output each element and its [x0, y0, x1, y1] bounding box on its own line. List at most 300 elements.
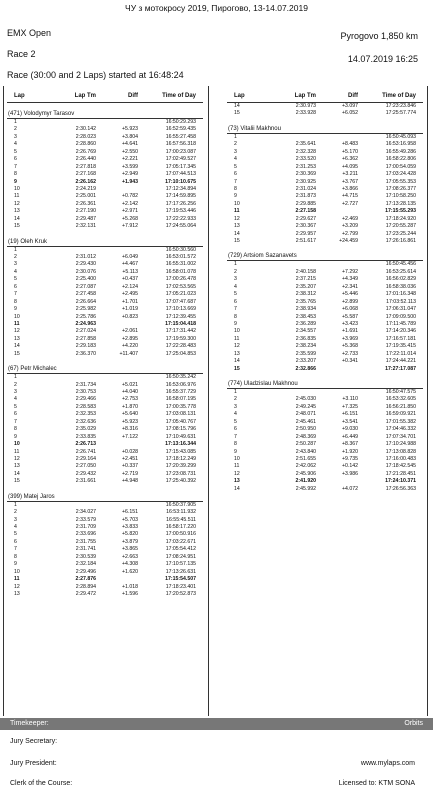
- lap-diff: +3.866: [341, 185, 358, 192]
- time-of-day: 16:58:22.806: [385, 156, 416, 163]
- lap-time: 2:29.472: [75, 590, 96, 597]
- lap-row: [227, 149, 423, 156]
- lap-time: 2:33.207: [295, 358, 316, 365]
- lap-diff: +7.292: [341, 268, 358, 275]
- lap-diff: +1.018: [121, 583, 138, 590]
- lap-row: [7, 426, 203, 433]
- lap-number: 10: [234, 200, 240, 207]
- race-name: Race 2: [7, 49, 36, 59]
- lap-row: [7, 284, 203, 291]
- lap-time: 2:33.579: [75, 516, 96, 523]
- time-of-day: 17:10:10.675: [165, 178, 196, 185]
- lap-row: [7, 554, 203, 561]
- lap-row: [227, 328, 423, 335]
- lap-diff: +1.019: [121, 306, 138, 313]
- lap-number: 9: [14, 433, 17, 440]
- header-tod: Time of Day: [382, 93, 416, 99]
- header-diff: Diff: [128, 93, 138, 99]
- lap-number: 11: [234, 463, 240, 470]
- lap-time: 2:33.928: [295, 110, 316, 117]
- lap-time: 2:27.818: [75, 163, 96, 170]
- header-tod: Time of Day: [162, 93, 196, 99]
- lap-number: 7: [14, 291, 17, 298]
- lap-number: 1: [14, 119, 17, 125]
- lap-number: 11: [14, 193, 20, 200]
- time-of-day: 17:10:13.669: [165, 306, 196, 313]
- lap-diff: +4.040: [121, 389, 138, 395]
- lap-time: 2:26.440: [75, 156, 96, 163]
- time-of-day: 17:24:55.064: [165, 223, 196, 230]
- lap-diff: +2.451: [121, 455, 138, 462]
- lap-number: 5: [234, 291, 237, 298]
- lap-time: 2:27.087: [75, 283, 96, 290]
- lap-time: 2:35.207: [295, 283, 316, 290]
- lap-number: 14: [14, 470, 20, 477]
- time-of-day: 16:50:45.456: [385, 261, 416, 268]
- lap-time: 2:50.950: [295, 426, 316, 433]
- time-of-day: 16:53:25.614: [385, 268, 416, 275]
- lap-diff: +1.701: [121, 298, 138, 305]
- lap-time: 2:25.400: [75, 276, 96, 283]
- lap-row: [227, 186, 423, 193]
- lap-diff: +5.368: [341, 343, 358, 350]
- lap-row: [7, 134, 203, 141]
- lap-number: 4: [234, 283, 237, 290]
- lap-number: 13: [14, 335, 20, 342]
- lap-number: 2: [14, 126, 17, 133]
- lap-row: [7, 336, 203, 343]
- lap-row: [7, 141, 203, 148]
- time-of-day: 17:07:47.687: [165, 298, 196, 305]
- lap-diff: +2.341: [341, 283, 358, 290]
- time-of-day: 17:25:57.774: [385, 110, 416, 117]
- lap-diff: +7.912: [121, 223, 138, 230]
- lap-time: 2:31.253: [295, 163, 316, 170]
- lap-time: 2:32.353: [75, 411, 96, 418]
- lap-row: [7, 201, 203, 208]
- lap-diff: +2.719: [121, 470, 138, 477]
- lap-diff: +6.449: [341, 433, 358, 440]
- lap-number: 10: [14, 441, 20, 448]
- lap-row: [227, 269, 423, 276]
- lap-number: 8: [234, 313, 237, 320]
- lap-row: [7, 509, 203, 516]
- lap-diff: +6.052: [341, 110, 358, 117]
- left-border: [3, 86, 4, 716]
- time-of-day: 16:50:45.093: [385, 133, 416, 140]
- lap-time: 2:29.432: [75, 470, 96, 477]
- lap-diff: +9.030: [341, 426, 358, 433]
- lap-number: 12: [14, 583, 20, 590]
- lap-time: 2:31.024: [295, 185, 316, 192]
- lap-number: 8: [234, 441, 237, 448]
- lap-row: [7, 223, 203, 230]
- lap-number: 14: [234, 103, 240, 109]
- lap-row: [7, 546, 203, 553]
- lap-time: 2:27.876: [75, 576, 96, 583]
- time-of-day: 17:15:54.507: [165, 576, 196, 583]
- time-of-day: 17:23:23.846: [385, 103, 416, 109]
- time-of-day: 17:16:57.181: [385, 335, 416, 342]
- time-of-day: 17:13:26.631: [165, 568, 196, 575]
- lap-row: [227, 223, 423, 230]
- lap-number: 5: [14, 276, 17, 283]
- lap-diff: +2.124: [121, 283, 138, 290]
- lap-diff: +5.170: [341, 148, 358, 155]
- time-of-day: 17:03:24.428: [385, 171, 416, 178]
- lap-time: 2:33.520: [295, 156, 316, 163]
- lap-row: [7, 524, 203, 531]
- lap-diff: +0.341: [341, 358, 358, 365]
- lap-number: 5: [14, 531, 17, 538]
- time-of-day: 16:59:09.921: [385, 411, 416, 418]
- lap-diff: +8.483: [341, 141, 358, 148]
- lap-diff: +4.095: [341, 163, 358, 170]
- time-of-day: 17:05:17.345: [165, 163, 196, 170]
- lap-time: 2:51.617: [295, 238, 316, 244]
- lap-number: 12: [234, 343, 240, 350]
- lap-row: [7, 254, 203, 261]
- lap-row: [7, 569, 203, 576]
- lap-diff: [96, 441, 138, 448]
- lap-diff: +5.923: [121, 126, 138, 133]
- time-of-day: 17:15:43.085: [165, 448, 196, 455]
- time-of-day: 17:10:57.135: [165, 561, 196, 568]
- time-of-day: 17:00:23.087: [165, 148, 196, 155]
- lap-row: [7, 193, 203, 200]
- lap-row: [7, 531, 203, 538]
- time-of-day: 17:22:28.483: [165, 343, 196, 350]
- lap-row: [227, 351, 423, 358]
- lap-row: [7, 389, 203, 396]
- lap-time: 2:36.289: [295, 320, 316, 327]
- lap-number: 12: [234, 470, 240, 477]
- time-of-day: 17:08:24.951: [165, 553, 196, 560]
- lap-number: 6: [234, 171, 237, 178]
- lap-row: [7, 126, 203, 133]
- lap-number: 8: [14, 426, 17, 433]
- license-text: Licensed to: KTM SONA: [338, 780, 415, 787]
- lap-diff: [316, 366, 358, 373]
- right-border: [427, 86, 428, 716]
- lap-row: [7, 449, 203, 456]
- lap-row: [7, 456, 203, 463]
- lap-diff: +2.949: [121, 171, 138, 178]
- time-of-day: 17:24:10.371: [385, 478, 416, 485]
- lap-time: 2:35.765: [295, 298, 316, 305]
- lap-diff: +6.068: [341, 306, 358, 313]
- lap-row: [227, 419, 423, 426]
- lap-diff: +4.308: [121, 561, 138, 568]
- time-of-day: 17:00:54.059: [385, 163, 416, 170]
- time-of-day: 17:05:40.767: [165, 418, 196, 425]
- lap-diff: [316, 208, 358, 215]
- lap-time: 2:26.713: [75, 441, 96, 448]
- lap-row: [7, 119, 203, 126]
- header-lap: Lap: [14, 93, 25, 99]
- lap-number: 12: [14, 200, 20, 207]
- lap-row: [7, 343, 203, 350]
- lap-diff: +7.325: [341, 403, 358, 410]
- lap-row: [227, 336, 423, 343]
- time-of-day: 17:22:11.014: [386, 350, 416, 357]
- lap-row: [7, 299, 203, 306]
- lap-number: 13: [14, 208, 20, 215]
- lap-time: 2:28.894: [75, 583, 96, 590]
- time-of-day: 16:50:30.560: [165, 246, 196, 253]
- header-lap-tm: Lap Tm: [294, 93, 316, 99]
- lap-row: [227, 396, 423, 403]
- lap-number: 4: [14, 524, 17, 530]
- lap-number: 6: [14, 538, 17, 545]
- lap-diff: +3.804: [121, 133, 138, 140]
- lap-time: 2:29.957: [295, 230, 316, 237]
- lap-diff: +6.151: [121, 509, 138, 516]
- lap-diff: [96, 119, 138, 126]
- column-header: [7, 86, 203, 103]
- lap-diff: +4.467: [121, 261, 138, 268]
- time-of-day: 17:09:09.500: [385, 313, 416, 320]
- lap-diff: [96, 374, 138, 381]
- lap-diff: +2.971: [121, 208, 138, 215]
- lap-time: 2:31.873: [295, 193, 316, 200]
- lap-number: 5: [14, 148, 17, 155]
- rider-name: (729) Artsiom Sazanavets: [227, 252, 423, 261]
- lap-row: [7, 561, 203, 568]
- lap-row: [227, 426, 423, 433]
- time-of-day: 17:07:34.701: [385, 433, 416, 440]
- time-of-day: 17:19:59.300: [165, 335, 196, 342]
- lap-number: 11: [14, 576, 20, 583]
- lap-time: 2:26.769: [75, 148, 96, 155]
- lap-number: 10: [234, 328, 240, 335]
- lap-time: 2:49.245: [295, 403, 316, 410]
- time-of-day: 17:13:28.135: [385, 200, 416, 207]
- time-of-day: 17:10:49.631: [165, 433, 196, 440]
- rider-name: (67) Petr Michalec: [7, 365, 203, 374]
- lap-diff: +2.727: [341, 200, 358, 207]
- lap-diff: +1.620: [121, 568, 138, 575]
- lap-row: [7, 584, 203, 591]
- lap-diff: +5.587: [341, 313, 358, 320]
- report-datetime: 14.07.2019 16:25: [347, 54, 418, 64]
- timekeeper-label: Timekeeper:: [0, 718, 433, 730]
- lap-row: [227, 306, 423, 313]
- lap-row: [227, 231, 423, 238]
- lap-row: [227, 276, 423, 283]
- lap-number: 12: [234, 215, 240, 222]
- time-of-day: 17:03:22.671: [165, 538, 196, 545]
- lap-row: [227, 449, 423, 456]
- lap-time: 2:27.024: [75, 328, 96, 335]
- lap-row: [7, 216, 203, 223]
- lap-row: [227, 366, 423, 373]
- time-of-day: 17:02:53.565: [165, 283, 196, 290]
- lap-row: [7, 419, 203, 426]
- lap-diff: +2.799: [341, 230, 358, 237]
- lap-time: 2:35.029: [75, 426, 96, 433]
- lap-time: 2:29.627: [295, 215, 316, 222]
- lap-diff: +0.028: [121, 448, 138, 455]
- lap-time: 2:36.370: [75, 350, 96, 357]
- lap-number: 6: [234, 298, 237, 305]
- lap-time: 2:30.925: [295, 178, 316, 185]
- time-of-day: 17:22:22.933: [165, 215, 196, 222]
- website-link[interactable]: www.mylaps.com: [360, 760, 415, 767]
- lap-time: [42, 374, 96, 381]
- lap-row: [7, 328, 203, 335]
- lap-time: [262, 261, 316, 268]
- lap-number: 14: [234, 230, 240, 237]
- lap-time: 2:48.071: [295, 411, 316, 418]
- lap-time: 2:28.583: [75, 403, 96, 410]
- lap-diff: +3.865: [121, 546, 138, 553]
- lap-diff: [96, 247, 138, 254]
- lap-number: 9: [14, 561, 17, 568]
- lap-row: [7, 171, 203, 178]
- lap-row: [227, 171, 423, 178]
- lap-diff: +2.061: [121, 328, 138, 335]
- lap-row: [227, 434, 423, 441]
- time-of-day: 17:23:08.731: [165, 470, 196, 477]
- time-of-day: 16:53:16.958: [385, 141, 416, 148]
- time-of-day: 16:53:11.932: [166, 509, 196, 516]
- lap-row: [227, 201, 423, 208]
- lap-row: [227, 291, 423, 298]
- lap-diff: +4.220: [121, 343, 138, 350]
- time-of-day: 17:25:40.392: [165, 478, 196, 485]
- lap-row: [227, 141, 423, 148]
- lap-number: 2: [14, 254, 17, 260]
- lap-number: 15: [14, 478, 20, 485]
- lap-time: 2:33.835: [75, 433, 96, 440]
- lap-diff: +1.596: [121, 590, 138, 597]
- lap-diff: +3.211: [342, 171, 358, 178]
- lap-time: 2:42.062: [295, 463, 316, 470]
- lap-time: 2:38.453: [295, 313, 316, 320]
- time-of-day: 17:20:52.873: [165, 590, 196, 597]
- lap-row: [227, 299, 423, 306]
- time-of-day: 17:15:04.418: [165, 320, 196, 327]
- lap-number: 8: [14, 171, 17, 178]
- lap-time: 2:25.786: [75, 313, 96, 320]
- lap-number: 1: [14, 246, 17, 253]
- lap-number: 2: [14, 509, 17, 516]
- lap-diff: +2.142: [121, 200, 138, 207]
- rider-name: (399) Matej Jaros: [7, 493, 203, 502]
- lap-time: 2:30.076: [75, 268, 96, 275]
- time-of-day: 16:57:56.318: [165, 141, 196, 148]
- lap-time: 2:29.430: [75, 261, 96, 268]
- lap-number: 14: [234, 485, 240, 492]
- lap-time: 2:29.164: [75, 455, 96, 462]
- time-of-day: 17:19:53.446: [165, 208, 196, 215]
- rider-block: [227, 252, 423, 373]
- lap-number: 10: [14, 313, 20, 320]
- lap-number: 4: [14, 268, 17, 275]
- lap-row: [7, 351, 203, 358]
- time-of-day: 17:24:44.221: [385, 358, 416, 365]
- time-of-day: 17:14:20.346: [385, 328, 416, 335]
- column-header: [227, 86, 423, 103]
- lap-number: 6: [14, 283, 17, 290]
- lap-diff: +0.782: [121, 193, 138, 200]
- lap-diff: +5.923: [121, 418, 138, 425]
- lap-diff: +5.021: [121, 381, 138, 388]
- lap-row: [7, 149, 203, 156]
- lap-number: 13: [14, 590, 20, 597]
- lap-row: [7, 478, 203, 485]
- header-lap: Lap: [234, 93, 245, 99]
- time-of-day: 16:56:02.829: [385, 276, 416, 283]
- lap-row: [227, 463, 423, 470]
- time-of-day: 16:53:01.572: [165, 254, 196, 260]
- lap-time: 2:31.734: [75, 381, 96, 388]
- lap-time: 2:30.973: [295, 103, 316, 109]
- lap-row: [227, 478, 423, 485]
- lap-row: [227, 134, 423, 141]
- lap-number: 13: [234, 478, 240, 485]
- continued-rows: [227, 103, 423, 118]
- lap-row: [227, 314, 423, 321]
- lap-number: 3: [14, 261, 17, 268]
- lap-number: 3: [234, 148, 237, 155]
- lap-number: 6: [234, 426, 237, 433]
- race-start-info: Race (30:00 and 2 Laps) started at 16:48:24: [7, 70, 184, 80]
- time-of-day: 17:18:42.545: [385, 463, 416, 470]
- lap-time: 2:35.641: [295, 141, 316, 148]
- lap-time: [262, 134, 316, 141]
- lap-time: 2:27.458: [75, 291, 96, 298]
- lap-row: [227, 471, 423, 478]
- lap-time: 2:31.741: [75, 546, 96, 553]
- lap-time: 2:26.664: [75, 298, 96, 305]
- lap-diff: +7.122: [121, 433, 138, 440]
- lap-row: [7, 576, 203, 583]
- lap-time: 2:29.496: [75, 568, 96, 575]
- time-of-day: 16:53:32.605: [385, 396, 416, 403]
- time-of-day: 17:04:46.332: [385, 426, 416, 433]
- lap-row: [7, 156, 203, 163]
- time-of-day: 17:18:23.401: [165, 583, 196, 590]
- time-of-day: 16:58:17.220: [165, 524, 196, 530]
- lap-row: [227, 358, 423, 365]
- lap-diff: +9.735: [341, 455, 358, 462]
- right-riders: [227, 125, 423, 493]
- time-of-day: 16:55:31.002: [165, 261, 196, 268]
- lap-diff: +2.753: [121, 396, 138, 403]
- lap-time: 2:45.030: [295, 396, 316, 403]
- lap-time: 2:48.369: [295, 433, 316, 440]
- time-of-day: 17:18:12.249: [165, 455, 196, 462]
- lap-row: [7, 261, 203, 268]
- lap-diff: +3.209: [341, 223, 358, 230]
- time-of-day: 16:55:49.286: [385, 148, 416, 155]
- lap-row: [7, 164, 203, 171]
- lap-row: [7, 463, 203, 470]
- lap-row: [7, 306, 203, 313]
- lap-number: 13: [14, 463, 20, 470]
- lap-number: 11: [234, 208, 240, 215]
- lap-time: 2:32.184: [75, 561, 96, 568]
- time-of-day: 17:20:55.287: [385, 223, 416, 230]
- lap-diff: [316, 134, 358, 141]
- time-of-day: 17:11:45.789: [386, 320, 416, 327]
- lap-diff: +6.049: [121, 254, 138, 260]
- lap-diff: +4.948: [121, 478, 138, 485]
- lap-number: 15: [234, 365, 240, 372]
- lap-number: 9: [14, 306, 17, 313]
